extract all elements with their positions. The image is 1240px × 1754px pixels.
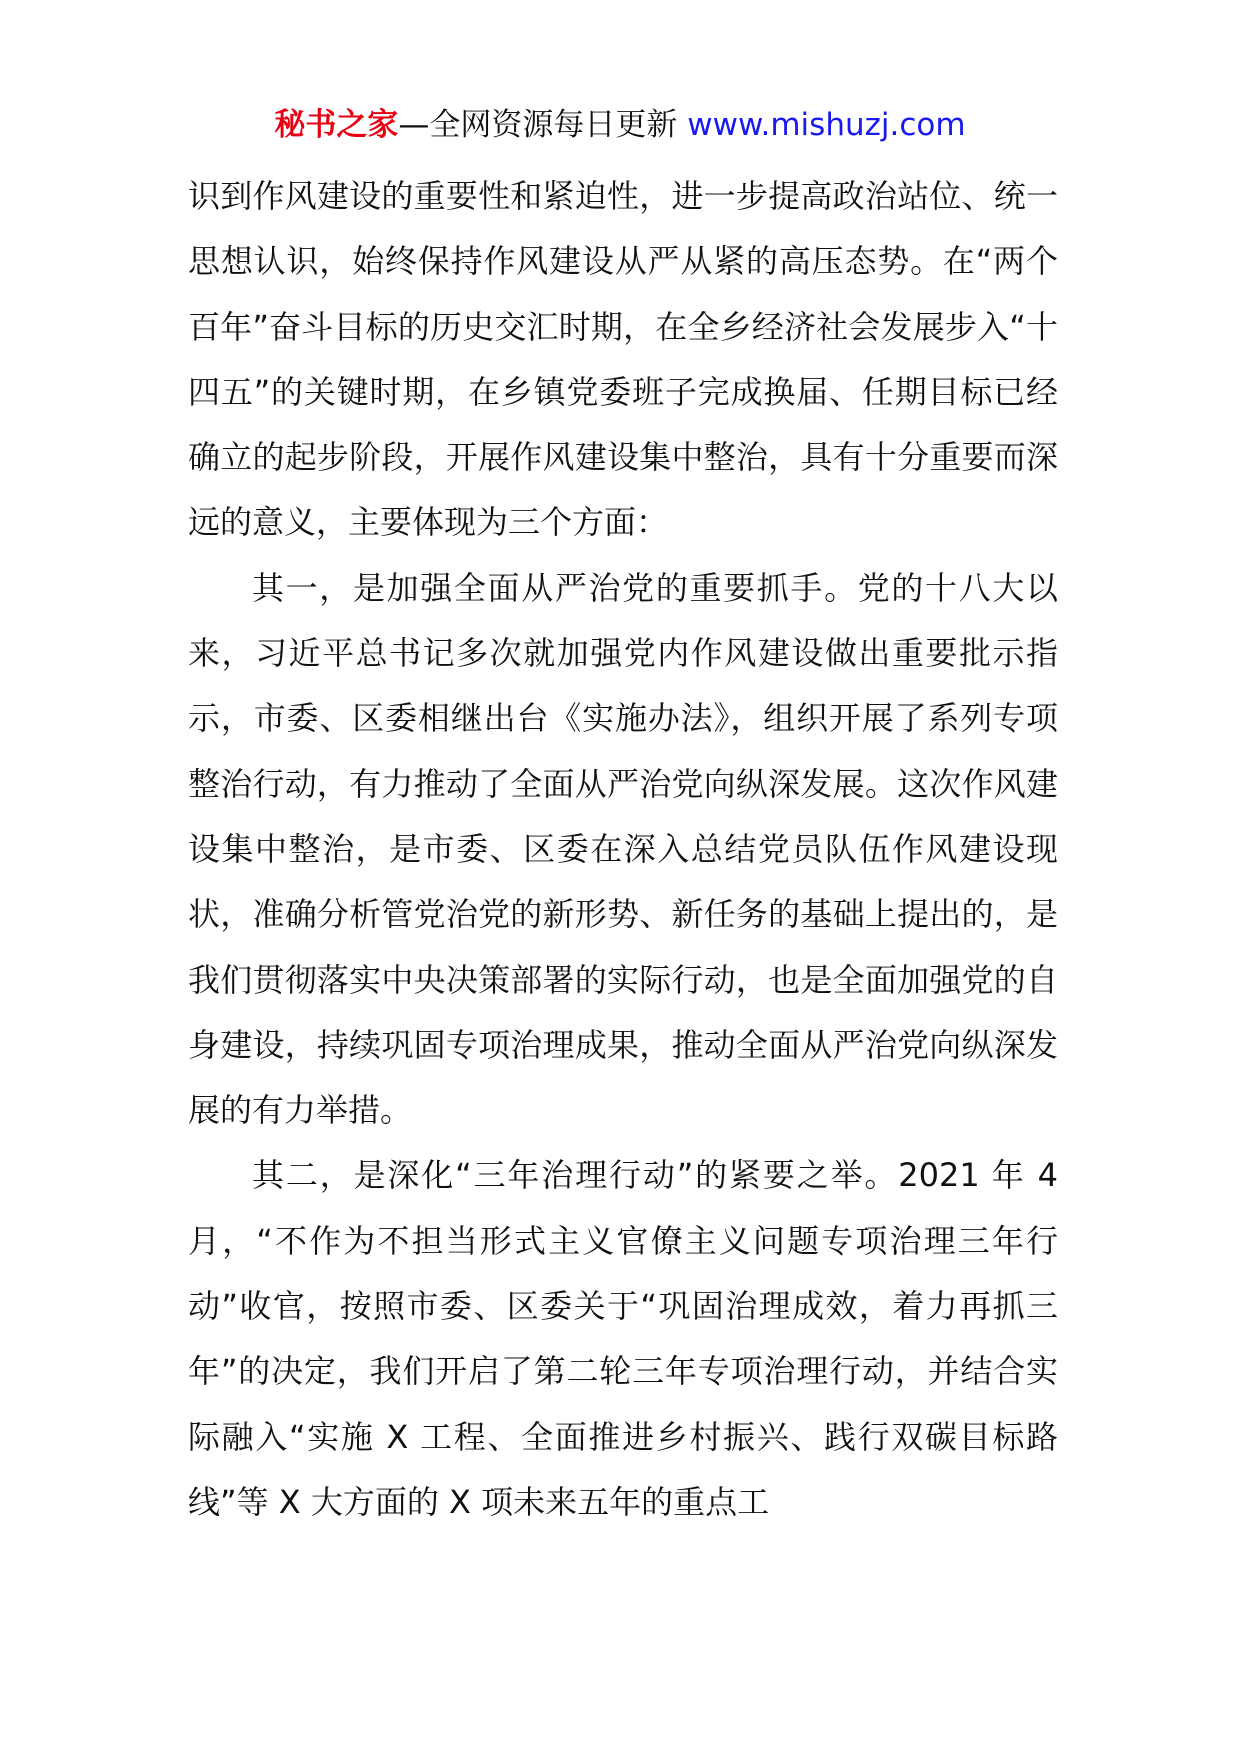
paragraph-second-point: 其二，是深化“三年治理行动”的紧要之举。2021 年 4 月，“不作为不担当形式主义官僚主义问题专项治理三年行动”收官，按照市委、区委关于“巩固治理成效，着力再抓三年”的决定，我们开启了第二轮三年专项治理行动，并结合实际融入“实施 X 工程、全面推进乡村振兴、践行双碳目标路线”等 X 大方面的 X 项未来五年的重点工: [188, 1156, 1058, 1521]
site-slogan: —全网资源每日更新: [398, 107, 688, 143]
site-url[interactable]: www.mishuzj.com: [687, 107, 966, 143]
paragraph-continued: 识到作风建设的重要性和紧迫性，进一步提高政治站位、统一思想认识，始终保持作风建设从严从紧的高压态势。在“两个百年”奋斗目标的历史交汇时期，在全乡经济社会发展步入“十四五”的关键时期，在乡镇党委班子完成换届、任期目标已经确立的起步阶段，开展作风建设集中整治，具有十分重要而深远的意义，主要体现为三个方面：: [188, 177, 1058, 542]
document-body: [188, 164, 1058, 1535]
paragraph-first-point: 其一，是加强全面从严治党的重要抓手。党的十八大以来，习近平总书记多次就加强党内作风建设做出重要批示指示，市委、区委相继出台《实施办法》，组织开展了系列专项整治行动，有力推动了全面从严治党向纵深发展。这次作风建设集中整治，是市委、区委在深入总结党员队伍作风建设现状，准确分析管党治党的新形势、新任务的基础上提出的，是我们贯彻落实中央决策部署的实际行动，也是全面加强党的自身建设，持续巩固专项治理成果，推动全面从严治党向纵深发展的有力举措。: [188, 568, 1058, 1130]
site-brand: 秘书之家: [274, 107, 399, 143]
site-header: [0, 100, 1240, 150]
